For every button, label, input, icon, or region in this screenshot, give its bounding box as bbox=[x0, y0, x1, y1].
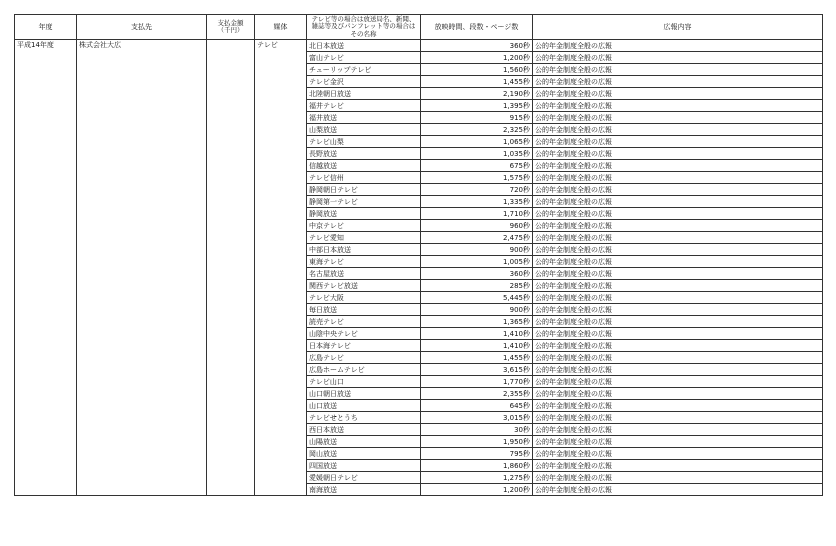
cell-outlet: 北日本放送 bbox=[307, 40, 421, 52]
cell-outlet: 中京テレビ bbox=[307, 220, 421, 232]
cell-outlet: テレビせとうち bbox=[307, 412, 421, 424]
cell-content: 公的年金制度全般の広報 bbox=[533, 292, 823, 304]
cell-outlet: 四国放送 bbox=[307, 460, 421, 472]
cell-airtime: 285秒 bbox=[421, 280, 533, 292]
cell-content: 公的年金制度全般の広報 bbox=[533, 52, 823, 64]
cell-airtime: 1,710秒 bbox=[421, 208, 533, 220]
cell-airtime: 3,015秒 bbox=[421, 412, 533, 424]
cell-content: 公的年金制度全般の広報 bbox=[533, 328, 823, 340]
cell-airtime: 1,455秒 bbox=[421, 76, 533, 88]
cell-airtime: 3,615秒 bbox=[421, 364, 533, 376]
header-year: 年度 bbox=[15, 15, 77, 40]
cell-content: 公的年金制度全般の広報 bbox=[533, 376, 823, 388]
cell-airtime: 960秒 bbox=[421, 220, 533, 232]
cell-outlet: テレビ信州 bbox=[307, 172, 421, 184]
cell-outlet: テレビ山口 bbox=[307, 376, 421, 388]
cell-airtime: 360秒 bbox=[421, 268, 533, 280]
cell-airtime: 1,200秒 bbox=[421, 52, 533, 64]
cell-content: 公的年金制度全般の広報 bbox=[533, 448, 823, 460]
header-content: 広報内容 bbox=[533, 15, 823, 40]
cell-content: 公的年金制度全般の広報 bbox=[533, 136, 823, 148]
cell-airtime: 1,560秒 bbox=[421, 64, 533, 76]
table-body bbox=[15, 40, 823, 496]
cell-outlet: 広島テレビ bbox=[307, 352, 421, 364]
cell-airtime: 2,325秒 bbox=[421, 124, 533, 136]
cell-outlet: 西日本放送 bbox=[307, 424, 421, 436]
cell-media: テレビ bbox=[255, 40, 307, 496]
cell-outlet: 東海テレビ bbox=[307, 256, 421, 268]
header-outlet: テレビ等の場合は放送局名、新聞、雑誌等及びパンフレット等の場合はその名称 bbox=[307, 15, 421, 40]
cell-content: 公的年金制度全般の広報 bbox=[533, 76, 823, 88]
cell-outlet: 山陽放送 bbox=[307, 436, 421, 448]
cell-airtime: 1,365秒 bbox=[421, 316, 533, 328]
cell-outlet: 静岡朝日テレビ bbox=[307, 184, 421, 196]
cell-content: 公的年金制度全般の広報 bbox=[533, 184, 823, 196]
cell-content: 公的年金制度全般の広報 bbox=[533, 208, 823, 220]
cell-content: 公的年金制度全般の広報 bbox=[533, 364, 823, 376]
cell-content: 公的年金制度全般の広報 bbox=[533, 388, 823, 400]
cell-outlet: 富山テレビ bbox=[307, 52, 421, 64]
cell-content: 公的年金制度全般の広報 bbox=[533, 64, 823, 76]
cell-airtime: 2,355秒 bbox=[421, 388, 533, 400]
cell-year: 平成14年度 bbox=[15, 40, 77, 496]
cell-amount bbox=[207, 40, 255, 496]
cell-outlet: テレビ山梨 bbox=[307, 136, 421, 148]
cell-airtime: 360秒 bbox=[421, 40, 533, 52]
cell-airtime: 1,860秒 bbox=[421, 460, 533, 472]
cell-content: 公的年金制度全般の広報 bbox=[533, 424, 823, 436]
cell-outlet: 福井テレビ bbox=[307, 100, 421, 112]
cell-airtime: 1,200秒 bbox=[421, 484, 533, 496]
cell-airtime: 1,005秒 bbox=[421, 256, 533, 268]
cell-content: 公的年金制度全般の広報 bbox=[533, 316, 823, 328]
cell-outlet: 静岡放送 bbox=[307, 208, 421, 220]
cell-outlet: 毎日放送 bbox=[307, 304, 421, 316]
cell-outlet: 静岡第一テレビ bbox=[307, 196, 421, 208]
header-airtime: 放映時間、段数・ページ数 bbox=[421, 15, 533, 40]
cell-airtime: 675秒 bbox=[421, 160, 533, 172]
cell-content: 公的年金制度全般の広報 bbox=[533, 244, 823, 256]
cell-airtime: 1,770秒 bbox=[421, 376, 533, 388]
cell-content: 公的年金制度全般の広報 bbox=[533, 340, 823, 352]
cell-airtime: 795秒 bbox=[421, 448, 533, 460]
cell-airtime: 1,455秒 bbox=[421, 352, 533, 364]
cell-airtime: 645秒 bbox=[421, 400, 533, 412]
cell-outlet: 北陸朝日放送 bbox=[307, 88, 421, 100]
cell-content: 公的年金制度全般の広報 bbox=[533, 412, 823, 424]
cell-content: 公的年金制度全般の広報 bbox=[533, 484, 823, 496]
cell-airtime: 1,395秒 bbox=[421, 100, 533, 112]
cell-airtime: 1,950秒 bbox=[421, 436, 533, 448]
cell-content: 公的年金制度全般の広報 bbox=[533, 160, 823, 172]
cell-airtime: 2,475秒 bbox=[421, 232, 533, 244]
cell-airtime: 1,275秒 bbox=[421, 472, 533, 484]
cell-airtime: 900秒 bbox=[421, 244, 533, 256]
cell-outlet: 山口朝日放送 bbox=[307, 388, 421, 400]
cell-content: 公的年金制度全般の広報 bbox=[533, 256, 823, 268]
cell-airtime: 1,335秒 bbox=[421, 196, 533, 208]
cell-airtime: 915秒 bbox=[421, 112, 533, 124]
cell-content: 公的年金制度全般の広報 bbox=[533, 268, 823, 280]
header-row bbox=[15, 15, 823, 40]
cell-outlet: チューリップテレビ bbox=[307, 64, 421, 76]
cell-content: 公的年金制度全般の広報 bbox=[533, 196, 823, 208]
cell-content: 公的年金制度全般の広報 bbox=[533, 232, 823, 244]
cell-airtime: 1,035秒 bbox=[421, 148, 533, 160]
cell-outlet: 愛媛朝日テレビ bbox=[307, 472, 421, 484]
cell-outlet: テレビ金沢 bbox=[307, 76, 421, 88]
cell-content: 公的年金制度全般の広報 bbox=[533, 436, 823, 448]
cell-airtime: 1,410秒 bbox=[421, 328, 533, 340]
cell-outlet: 日本海テレビ bbox=[307, 340, 421, 352]
cell-outlet: 中部日本放送 bbox=[307, 244, 421, 256]
header-payee: 支払先 bbox=[77, 15, 207, 40]
table-row bbox=[15, 40, 823, 52]
cell-content: 公的年金制度全般の広報 bbox=[533, 40, 823, 52]
cell-outlet: 福井放送 bbox=[307, 112, 421, 124]
cell-content: 公的年金制度全般の広報 bbox=[533, 472, 823, 484]
header-media: 媒体 bbox=[255, 15, 307, 40]
cell-airtime: 2,190秒 bbox=[421, 88, 533, 100]
cell-outlet: 信越放送 bbox=[307, 160, 421, 172]
cell-content: 公的年金制度全般の広報 bbox=[533, 400, 823, 412]
cell-airtime: 1,410秒 bbox=[421, 340, 533, 352]
cell-content: 公的年金制度全般の広報 bbox=[533, 280, 823, 292]
cell-airtime: 30秒 bbox=[421, 424, 533, 436]
cell-content: 公的年金制度全般の広報 bbox=[533, 352, 823, 364]
cell-outlet: 広島ホームテレビ bbox=[307, 364, 421, 376]
cell-outlet: 関西テレビ放送 bbox=[307, 280, 421, 292]
cell-airtime: 900秒 bbox=[421, 304, 533, 316]
header-amount: 支払金額 （千円） bbox=[207, 15, 255, 40]
cell-outlet: テレビ愛知 bbox=[307, 232, 421, 244]
cell-outlet: 長野放送 bbox=[307, 148, 421, 160]
cell-outlet: 山梨放送 bbox=[307, 124, 421, 136]
cell-outlet: 山陰中央テレビ bbox=[307, 328, 421, 340]
cell-outlet: 名古屋放送 bbox=[307, 268, 421, 280]
cell-outlet: 南海放送 bbox=[307, 484, 421, 496]
cell-airtime: 1,575秒 bbox=[421, 172, 533, 184]
advertising-expense-table bbox=[14, 14, 823, 496]
cell-outlet: 岡山放送 bbox=[307, 448, 421, 460]
cell-content: 公的年金制度全般の広報 bbox=[533, 124, 823, 136]
cell-content: 公的年金制度全般の広報 bbox=[533, 100, 823, 112]
cell-payee: 株式会社大広 bbox=[77, 40, 207, 496]
cell-airtime: 720秒 bbox=[421, 184, 533, 196]
cell-content: 公的年金制度全般の広報 bbox=[533, 304, 823, 316]
cell-content: 公的年金制度全般の広報 bbox=[533, 148, 823, 160]
cell-outlet: 読売テレビ bbox=[307, 316, 421, 328]
cell-content: 公的年金制度全般の広報 bbox=[533, 220, 823, 232]
cell-airtime: 1,065秒 bbox=[421, 136, 533, 148]
cell-airtime: 5,445秒 bbox=[421, 292, 533, 304]
cell-content: 公的年金制度全般の広報 bbox=[533, 112, 823, 124]
cell-outlet: テレビ大阪 bbox=[307, 292, 421, 304]
cell-content: 公的年金制度全般の広報 bbox=[533, 172, 823, 184]
cell-content: 公的年金制度全般の広報 bbox=[533, 460, 823, 472]
cell-outlet: 山口放送 bbox=[307, 400, 421, 412]
cell-content: 公的年金制度全般の広報 bbox=[533, 88, 823, 100]
